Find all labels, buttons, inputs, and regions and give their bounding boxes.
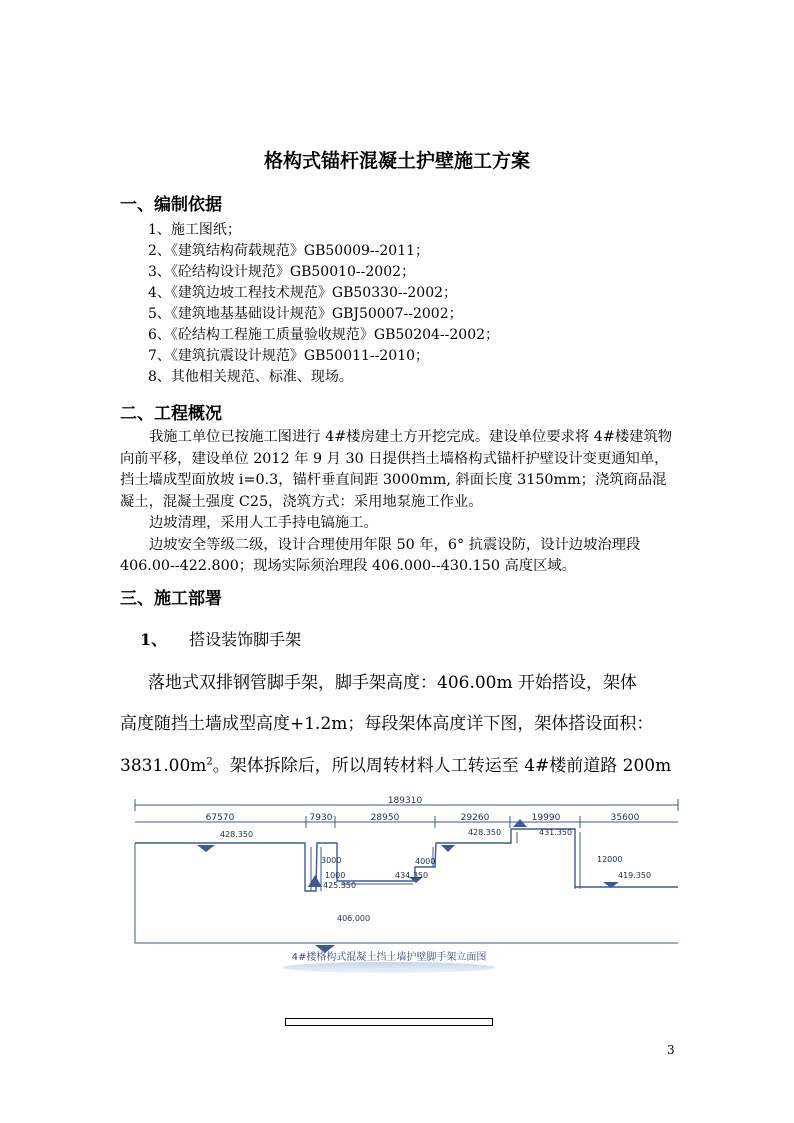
height-label: 12000	[597, 855, 623, 864]
segment-length-label: 29260	[460, 813, 490, 823]
height-label: 4000	[415, 857, 436, 866]
elevation-marker	[513, 819, 527, 827]
diagram-caption: 4#楼格构式混凝土挡土墙护壁脚手架立面图	[291, 952, 487, 963]
document-title: 格构式锚杆混凝土护壁施工方案	[263, 150, 530, 172]
reference-item: 2、《建筑结构荷载规范》GB50009--2011；	[148, 243, 430, 259]
footer-box	[285, 1018, 493, 1026]
elevation-marker	[308, 875, 322, 887]
reference-item: 4、《建筑边坡工程技术规范》GB50330--2002；	[148, 285, 458, 301]
total-length-label: 189310	[387, 796, 423, 806]
page-number: 3	[667, 1043, 675, 1057]
segment-length-label: 35600	[610, 813, 640, 823]
height-label: 3000	[321, 856, 342, 865]
overview-body	[120, 427, 678, 578]
transport-text: 。架体拆除后，所以周转材料人工转运至 4#楼前道路 200m	[212, 756, 672, 776]
reference-item: 7、《建筑抗震设计规范》GB50011--2010；	[148, 348, 430, 364]
reference-item: 6、《砼结构工程施工质量验收规范》GB50204--2002；	[148, 327, 500, 343]
elevation-label: 406.000	[337, 914, 371, 923]
area-unit-exponent: 2	[206, 756, 213, 768]
scaffold-text-line: 高度随挡土墙成型高度+1.2m；每段架体高度详下图，架体搭设面积：	[120, 714, 654, 734]
reference-item: 3、《砼结构设计规范》GB50010--2002；	[148, 264, 416, 280]
elevation-label: 425.350	[323, 881, 357, 890]
elevation-marker	[441, 845, 455, 852]
subsection-title: 搭设装饰脚手架	[189, 630, 302, 649]
elevation-marker	[197, 845, 215, 852]
overview-paragraph: 我施工单位已按施工图进行 4#楼房建土方开挖完成。建设单位要求将 4#楼建筑物向前平移，建设单位 2012 年 9 月 30 日提供挡土墙格构式锚杆护壁设计变更通知单，挡土墙成型面放坡 i=0.3，锚杆垂直间距 3000mm, 斜面长度 3150mm；浇筑商品混凝土，混凝土强度 C25，浇筑方式：采用地泵施工作业。	[120, 429, 673, 510]
elevation-label: 428.350	[220, 830, 254, 839]
section-heading-basis: 一、编制依据	[120, 195, 222, 215]
scaffold-text-line	[120, 751, 680, 776]
segment-length-label: 19990	[531, 813, 561, 823]
segment-length-label: 7930	[309, 813, 333, 823]
scaffold-elevation-diagram	[125, 795, 685, 975]
overview-paragraph: 边坡清理，采用人工手持电镐施工。	[149, 515, 378, 531]
overview-paragraph: 边坡安全等级二级，设计合理使用年限 50 年，6° 抗震设防，设计边坡治理段 406.00--422.800；现场实际须治理段 406.000--430.150 高度区域。	[120, 536, 641, 574]
subsection-heading	[140, 627, 301, 650]
subsection-number: 1、	[140, 630, 168, 649]
reference-list	[148, 220, 499, 388]
section-heading-deployment: 三、施工部署	[120, 589, 222, 609]
section-heading-overview: 二、工程概况	[120, 404, 222, 424]
segment-length-label: 67570	[205, 813, 235, 823]
segment-length-label: 28950	[370, 813, 400, 823]
height-label: 1000	[325, 871, 346, 880]
elevation-label: 419.350	[618, 871, 652, 880]
area-value: 3831.00m	[120, 756, 207, 776]
scaffold-text-line: 落地式双排钢管脚手架，脚手架高度：406.00m 开始搭设，架体	[148, 673, 638, 693]
elevation-label: 434.350	[395, 871, 429, 880]
reference-item: 5、《建筑地基基础设计规范》GBJ50007--2002；	[148, 306, 463, 322]
reference-item: 8、其他相关规范、标准、现场。	[148, 369, 353, 385]
elevation-label: 428.350	[468, 828, 502, 837]
reference-item: 1、施工图纸；	[148, 222, 241, 238]
elevation-label: 431.350	[539, 828, 573, 837]
